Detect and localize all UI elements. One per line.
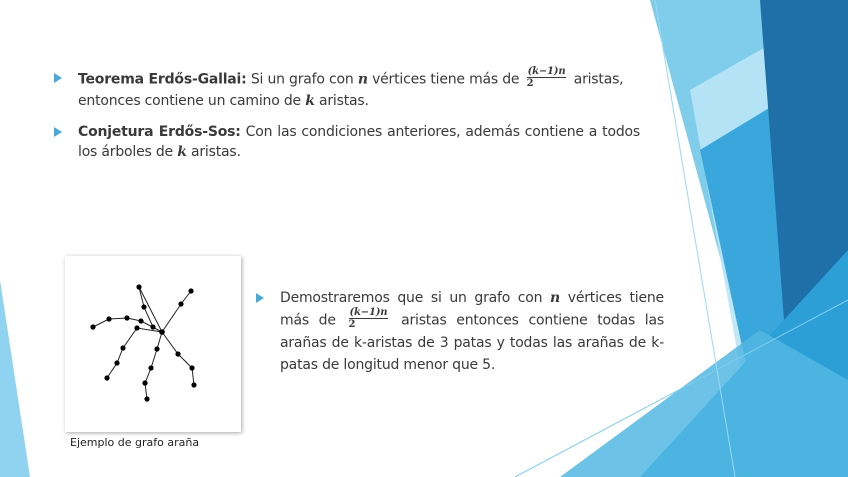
bullet-arrow-icon	[54, 73, 62, 83]
bullet-1-label: Teorema Erdős-Gallai:	[78, 71, 247, 88]
bullet-1-frac-den: 2	[526, 78, 534, 89]
bullet-1-var-n: n	[357, 71, 368, 88]
bullet-1-fraction	[527, 66, 567, 89]
bullet-1-text-before: Si un grafo con	[250, 71, 354, 88]
bullet-erdos-sos	[52, 122, 640, 162]
bullet-arrow-icon	[54, 127, 62, 137]
bullet-arrow-icon	[256, 293, 264, 303]
bullet-1-line2-after: aristas.	[318, 93, 369, 109]
spider-graph-image	[65, 256, 241, 432]
bullet-3-frac-num: (k−1)n	[349, 307, 388, 318]
bullet-1-line2-before: entonces contiene un camino de	[78, 93, 301, 109]
bullet-2-text-after: aristas.	[190, 144, 241, 160]
bullet-2-text	[52, 122, 640, 162]
bullet-3-text-after: aristas entonces contiene todas las arañas de k-aristas de 3 patas y todas las arañas de k-patas de longitud menor que 5.	[280, 312, 664, 373]
bullet-2-var-k: k	[177, 144, 187, 160]
bullet-3-frac-den: 2	[348, 319, 356, 330]
bullet-1-text	[52, 68, 640, 111]
spider-graph-figure	[65, 256, 241, 432]
bullet-3-fraction	[349, 307, 389, 330]
bullet-2-text-before: Con las condiciones anteriores, además contiene a todos los árboles de	[78, 124, 640, 160]
bullet-1-frac-num: (k−1)n	[527, 66, 566, 77]
bullet-erdos-gallai	[52, 68, 640, 111]
bullet-2-label: Conjetura Erdős-Sos:	[78, 124, 241, 140]
figure-caption: Ejemplo de grafo araña	[70, 436, 200, 449]
deco-shape-left-edge	[0, 280, 30, 477]
bullet-demostraremos	[254, 287, 664, 376]
bullet-3-text-before: Demostraremos que si un grafo con	[280, 290, 543, 306]
bullet-1-text-after: aristas,	[573, 71, 624, 88]
bullet-3-var-n: n	[550, 290, 561, 306]
bullet-3-text-mid1: vértices tiene más de	[280, 290, 664, 329]
bullet-3-text	[254, 287, 664, 376]
bullet-1-text-mid: vértices tiene más de	[372, 71, 520, 88]
bullet-1-var-k: k	[305, 93, 315, 109]
